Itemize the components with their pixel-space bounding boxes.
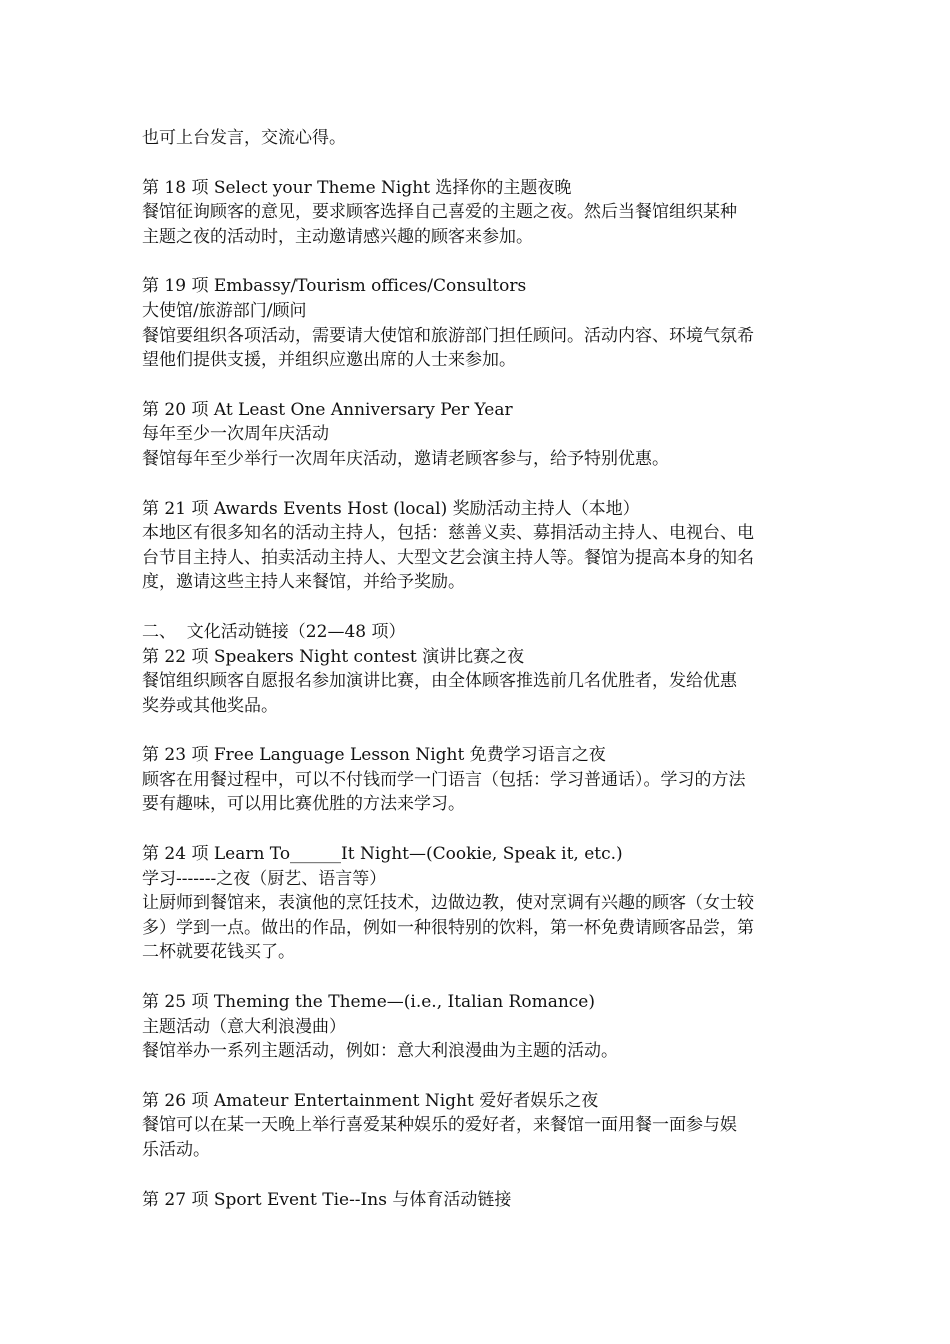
item-subtitle: 每年至少一次周年庆活动 (142, 424, 329, 445)
text-line: 奖券或其他奖品。 (142, 695, 278, 716)
item-subtitle: 学习-------之夜（厨艺、语言等） (142, 868, 387, 889)
text-line: 度，邀请这些主持人来餐馆，并给予奖励。 (142, 572, 465, 593)
text-line: 餐馆可以在某一天晚上举行喜爱某种娱乐的爱好者，来餐馆一面用餐一面参与娱 (142, 1115, 737, 1136)
section-item-22 (142, 620, 820, 718)
section-item-18 (142, 176, 820, 250)
section-item-25 (142, 990, 820, 1064)
text-line: 要有趣味，可以用比赛优胜的方法来学习。 (142, 794, 465, 815)
item-heading: 第 20 项 At Least One Anniversary Per Year (142, 399, 513, 420)
text-line: 餐馆举办一系列主题活动，例如：意大利浪漫曲为主题的活动。 (142, 1041, 618, 1062)
text-line: 乐活动。 (142, 1140, 210, 1160)
item-heading: 第 21 项 Awards Events Host (local) 奖励活动主持人（本地） (142, 498, 640, 519)
section-item-20 (142, 398, 820, 472)
item-heading: 第 22 项 Speakers Night contest 演讲比赛之夜 (142, 646, 525, 667)
text-line: 让厨师到餐馆来，表演他的烹饪技术，边做边教，使对烹调有兴趣的顾客（女士较 (142, 893, 754, 914)
item-heading: 第 19 项 Embassy/Tourism offices/Consultors (142, 276, 527, 297)
item-heading: 第 26 项 Amateur Entertainment Night 爱好者娱乐之夜 (142, 1090, 599, 1111)
section-item-21 (142, 497, 820, 595)
chapter-heading: 二、 文化活动链接（22—48 项） (142, 621, 406, 642)
text-line: 也可上台发言，交流心得。 (142, 128, 346, 148)
text-line: 二杯就要花钱买了。 (142, 942, 295, 963)
section-item-24 (142, 842, 820, 965)
text-line: 餐馆征询顾客的意见，要求顾客选择自己喜爱的主题之夜。然后当餐馆组织某种 (142, 202, 737, 223)
item-heading: 第 24 项 Learn To______It Night—(Cookie, Speak it, etc.) (142, 844, 623, 865)
text-line: 台节目主持人、拍卖活动主持人、大型文艺会演主持人等。餐馆为提高本身的知名 (142, 547, 754, 568)
text-line: 餐馆组织顾客自愿报名参加演讲比赛，由全体顾客推选前几名优胜者，发给优惠 (142, 671, 737, 692)
item-subtitle: 主题活动（意大利浪漫曲） (142, 1016, 346, 1037)
section-item-19 (142, 274, 820, 372)
text-line: 多）学到一点。做出的作品，例如一种很特别的饮料，第一杯免费请顾客品尝，第 (142, 917, 754, 938)
section-item-27 (142, 1188, 820, 1213)
item-heading: 第 18 项 Select your Theme Night 选择你的主题夜晚 (142, 177, 572, 198)
item-subtitle: 大使馆/旅游部门/顾问 (142, 300, 307, 321)
text-line: 望他们提供支援，并组织应邀出席的人士来参加。 (142, 350, 516, 371)
paragraph-intro-continuation (142, 126, 820, 151)
item-heading: 第 23 项 Free Language Lesson Night 免费学习语言之夜 (142, 745, 606, 766)
section-item-23 (142, 743, 820, 817)
text-line: 餐馆每年至少举行一次周年庆活动，邀请老顾客参与，给予特别优惠。 (142, 448, 669, 469)
text-line: 主题之夜的活动时，主动邀请感兴趣的顾客来参加。 (142, 226, 533, 247)
text-line: 顾客在用餐过程中，可以不付钱而学一门语言（包括：学习普通话）。学习的方法 (142, 769, 746, 790)
section-item-26 (142, 1089, 820, 1163)
item-heading: 第 25 项 Theming the Theme—(i.e., Italian Romance) (142, 992, 595, 1013)
text-line: 本地区有很多知名的活动主持人，包括：慈善义卖、募捐活动主持人、电视台、电 (142, 523, 754, 544)
text-line: 餐馆要组织各项活动，需要请大使馆和旅游部门担任顾问。活动内容、环境气氛希 (142, 325, 754, 346)
item-heading: 第 27 项 Sport Event Tie--Ins 与体育活动链接 (142, 1189, 512, 1210)
